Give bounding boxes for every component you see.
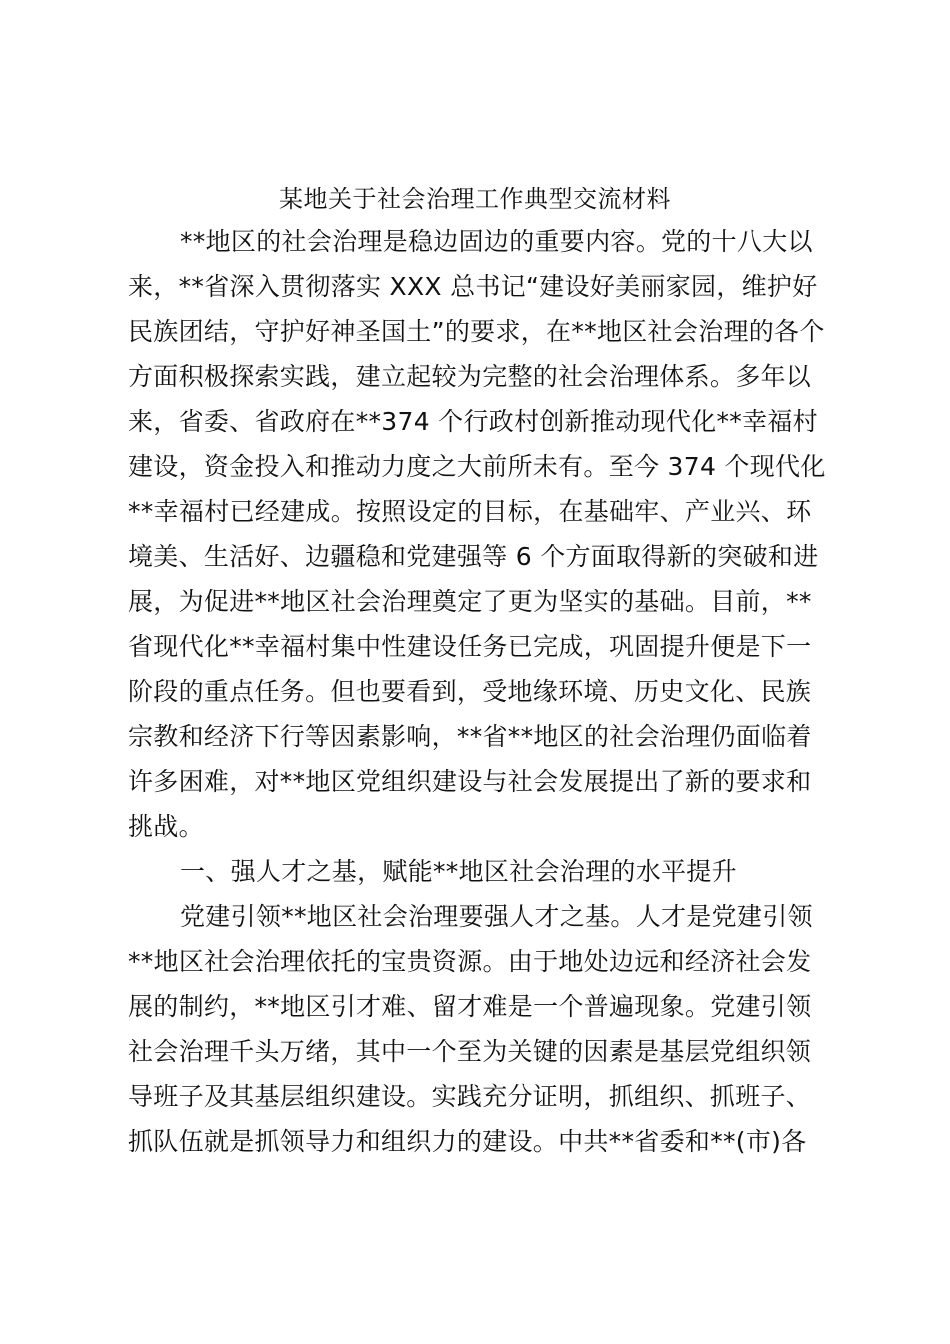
body-line: 展的制约，**地区引才难、留才难是一个普遍现象。党建引领 [128,992,812,1021]
body-line: 省现代化**幸福村集中性建设任务已完成，巩固提升便是下一 [128,632,812,661]
body-line: 许多困难，对**地区党组织建设与社会发展提出了新的要求和 [128,767,812,796]
body-line: 党建引领**地区社会治理要强人才之基。人才是党建引领 [180,902,813,931]
document-title: 某地关于社会治理工作典型交流材料 [279,185,671,213]
body-line: 社会治理千头万绪，其中一个至为关键的因素是基层党组织领 [128,1037,812,1066]
section-heading: 一、强人才之基，赋能**地区社会治理的水平提升 [180,857,737,886]
body-line: 阶段的重点任务。但也要看到，受地缘环境、历史文化、民族 [128,677,812,706]
body-line: 导班子及其基层组织建设。实践充分证明，抓组织、抓班子、 [128,1082,812,1111]
body-line: 挑战。 [128,812,204,841]
body-line: **地区社会治理依托的宝贵资源。由于地处边远和经济社会发 [128,947,812,976]
body-line: 来，省委、省政府在**374 个行政村创新推动现代化**幸福村 [128,407,818,436]
body-line: 方面积极探索实践，建立起较为完整的社会治理体系。多年以 [128,362,812,391]
body-line: 民族团结，守护好神圣国土”的要求，在**地区社会治理的各个 [128,317,825,346]
body-line: **幸福村已经建成。按照设定的目标，在基础牢、产业兴、环 [128,497,812,526]
body-line: 抓队伍就是抓领导力和组织力的建设。中共**省委和**(市)各 [128,1127,807,1156]
body-line: 展，为促进**地区社会治理奠定了更为坚实的基础。目前，** [128,587,812,616]
body-line: 来，**省深入贯彻落实 XXX 总书记“建设好美丽家园，维护好 [128,272,818,301]
body-line: 境美、生活好、边疆稳和党建强等 6 个方面取得新的突破和进 [128,542,819,571]
body-line: 宗教和经济下行等因素影响，**省**地区的社会治理仍面临着 [128,722,812,751]
body-line: **地区的社会治理是稳边固边的重要内容。党的十八大以 [180,227,813,256]
body-line: 建设，资金投入和推动力度之大前所未有。至今 374 个现代化 [128,452,826,481]
